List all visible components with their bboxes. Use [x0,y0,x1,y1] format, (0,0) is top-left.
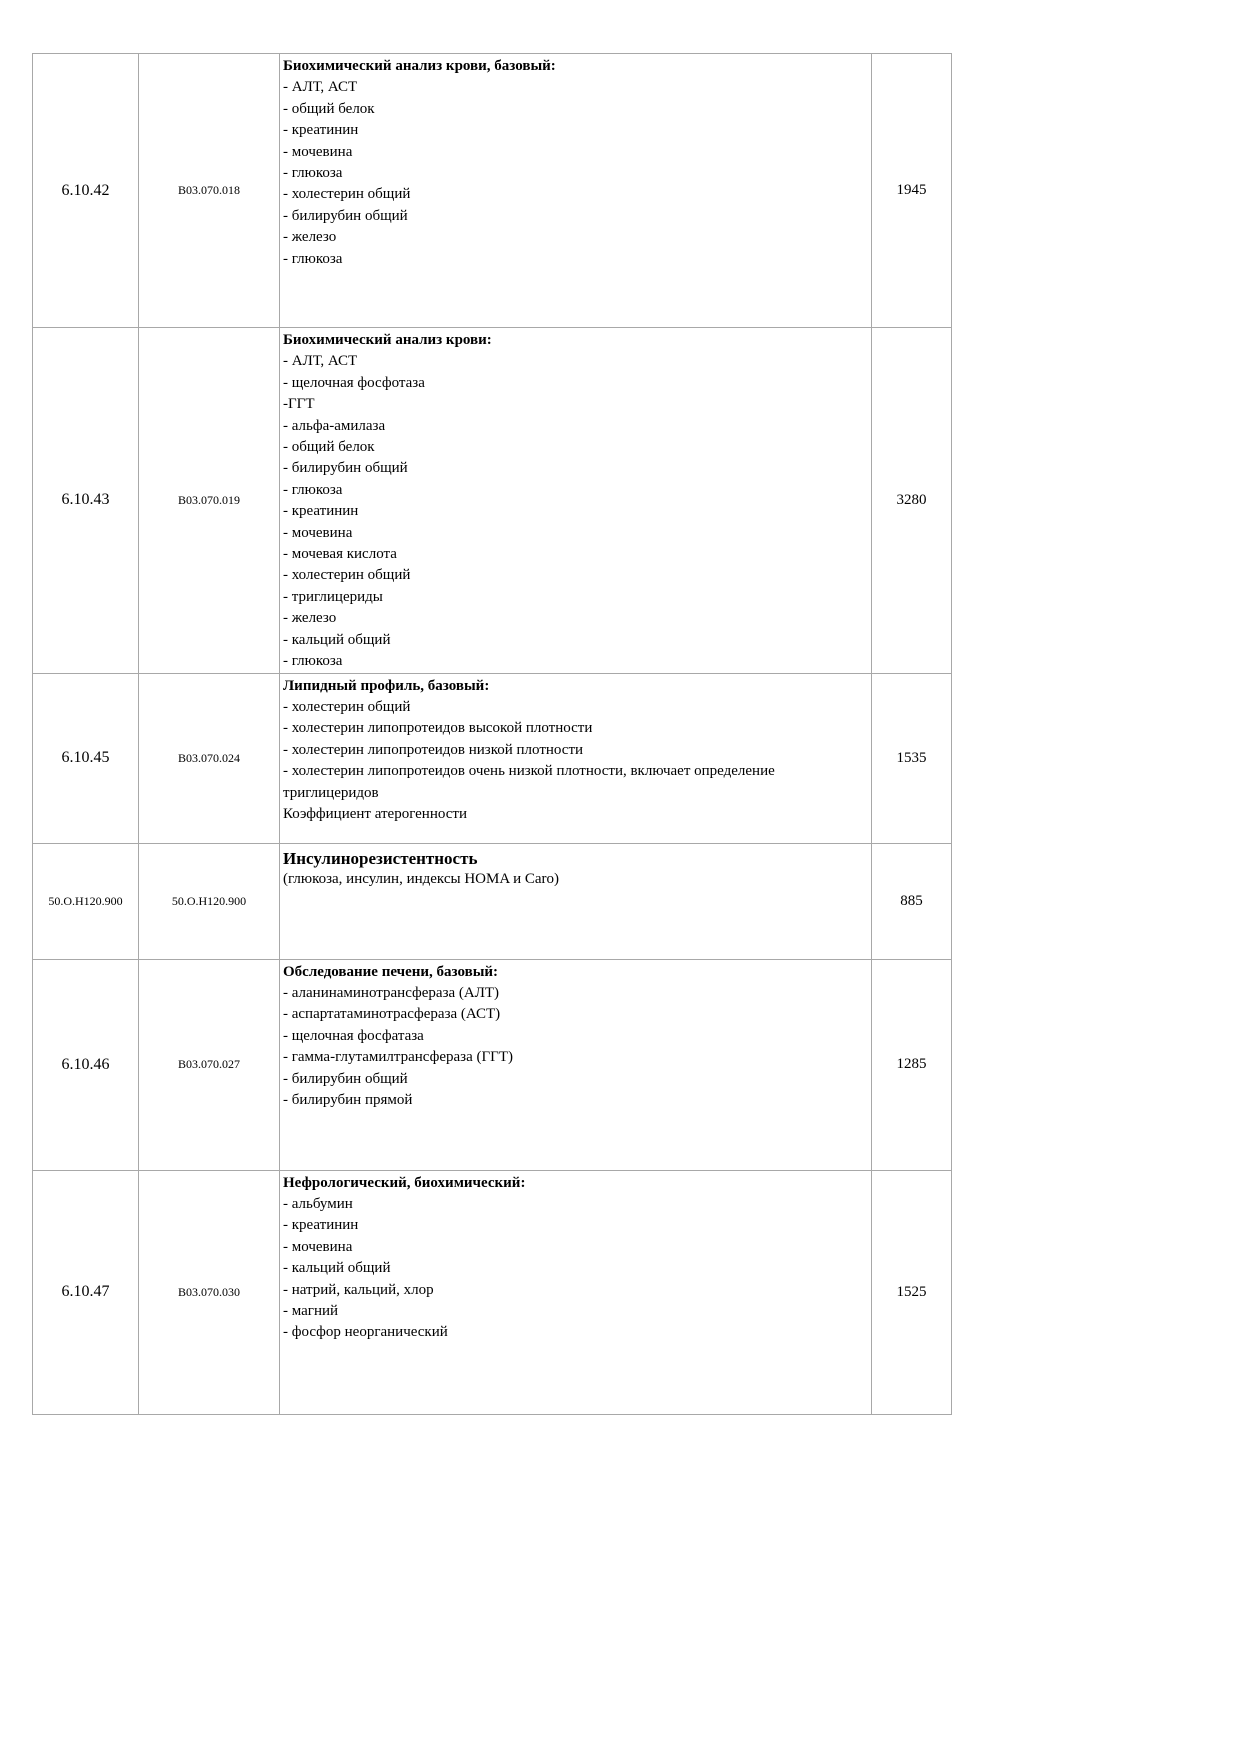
row-line: - магний [283,1302,339,1319]
row-price: 3280 [872,328,952,674]
row-service-code: 50.O.H120.900 [139,843,280,959]
row-line: - гамма-глутамилтрансфераза (ГГТ) [283,1049,513,1066]
row-line: - аланинаминотрансфераза (АЛТ) [283,984,500,1001]
row-line: - кальций общий [283,1260,391,1277]
row-line: - креатинин [283,122,359,139]
row-price: 1285 [872,959,952,1170]
row-line: Коэффициент атерогенности [283,805,467,822]
row-line: - холестерин липопротеидов высокой плотности [283,720,593,737]
row-code: 6.10.45 [33,673,139,843]
row-service-code: B03.070.027 [139,959,280,1170]
table-row [33,959,952,1170]
row-service-code: B03.070.019 [139,328,280,674]
row-line: - билирубин общий [283,460,408,477]
row-line: - мочевина [283,524,353,541]
row-line: - глюкоза [283,165,343,182]
row-line: - креатинин [283,503,359,520]
row-price: 885 [872,843,952,959]
row-line: - холестерин общий [283,567,411,584]
row-line: - креатинин [283,1217,359,1234]
row-code: 6.10.42 [33,54,139,328]
row-line: - щелочная фосфатаза [283,1027,424,1044]
row-line: - АЛТ, АСТ [283,79,358,96]
price-table-body [33,54,952,1415]
row-description [280,54,872,328]
row-line: - билирубин прямой [283,1091,413,1108]
row-price: 1535 [872,673,952,843]
row-title: Инсулинорезистентность [283,848,478,868]
row-line: триглицеридов [283,784,379,801]
row-line: - кальций общий [283,631,391,648]
row-title: Биохимический анализ крови: [283,332,492,348]
row-line: - щелочная фосфотаза [283,374,425,391]
row-line: - АЛТ, АСТ [283,353,358,370]
table-row [33,328,952,674]
row-line: (глюкоза, инсулин, индексы HOMA и Caro) [283,870,560,887]
row-description [280,843,872,959]
row-line: - альбумин [283,1195,353,1212]
row-line: - общий белок [283,100,375,117]
row-line: - альфа-амилаза [283,417,386,434]
row-line: - холестерин общий [283,698,411,715]
row-title: Липидный профиль, базовый: [283,677,490,694]
row-line: - железо [283,610,337,627]
row-code: 6.10.43 [33,328,139,674]
row-line: - мочевина [283,143,353,160]
row-description [280,959,872,1170]
table-row [33,673,952,843]
row-line: -ГГТ [283,396,315,413]
table-row [33,54,952,328]
row-title: Нефрологический, биохимический: [283,1174,526,1191]
row-title: Биохимический анализ крови, базовый: [283,58,556,74]
row-line: - мочевая кислота [283,546,397,563]
row-line: - холестерин общий [283,186,411,203]
row-line: - мочевина [283,1238,353,1255]
price-table [32,53,952,1415]
row-line: - глюкоза [283,653,343,670]
row-code: 50.O.H120.900 [33,843,139,959]
row-line: - триглицериды [283,588,383,605]
row-price: 1945 [872,54,952,328]
row-line: - общий белок [283,439,375,456]
row-line: - глюкоза [283,250,343,267]
row-line: - натрий, кальций, хлор [283,1281,434,1298]
row-service-code: B03.070.018 [139,54,280,328]
row-code: 6.10.47 [33,1170,139,1414]
row-description [280,1170,872,1414]
row-code: 6.10.46 [33,959,139,1170]
row-description [280,328,872,674]
row-line: - билирубин общий [283,207,408,224]
row-line: - фосфор неорганический [283,1324,448,1341]
table-row [33,1170,952,1414]
row-description [280,673,872,843]
row-line: - холестерин липопротеидов очень низкой плотности, включает определение [283,763,775,780]
row-line: - железо [283,229,337,246]
row-line: - глюкоза [283,481,343,498]
table-row [33,843,952,959]
row-service-code: B03.070.030 [139,1170,280,1414]
row-service-code: B03.070.024 [139,673,280,843]
row-price: 1525 [872,1170,952,1414]
row-line: - билирубин общий [283,1070,408,1087]
row-line: - холестерин липопротеидов низкой плотности [283,741,584,758]
row-title: Обследование печени, базовый: [283,963,499,980]
row-line: - аспартатаминотрасфераза (АСТ) [283,1006,501,1023]
